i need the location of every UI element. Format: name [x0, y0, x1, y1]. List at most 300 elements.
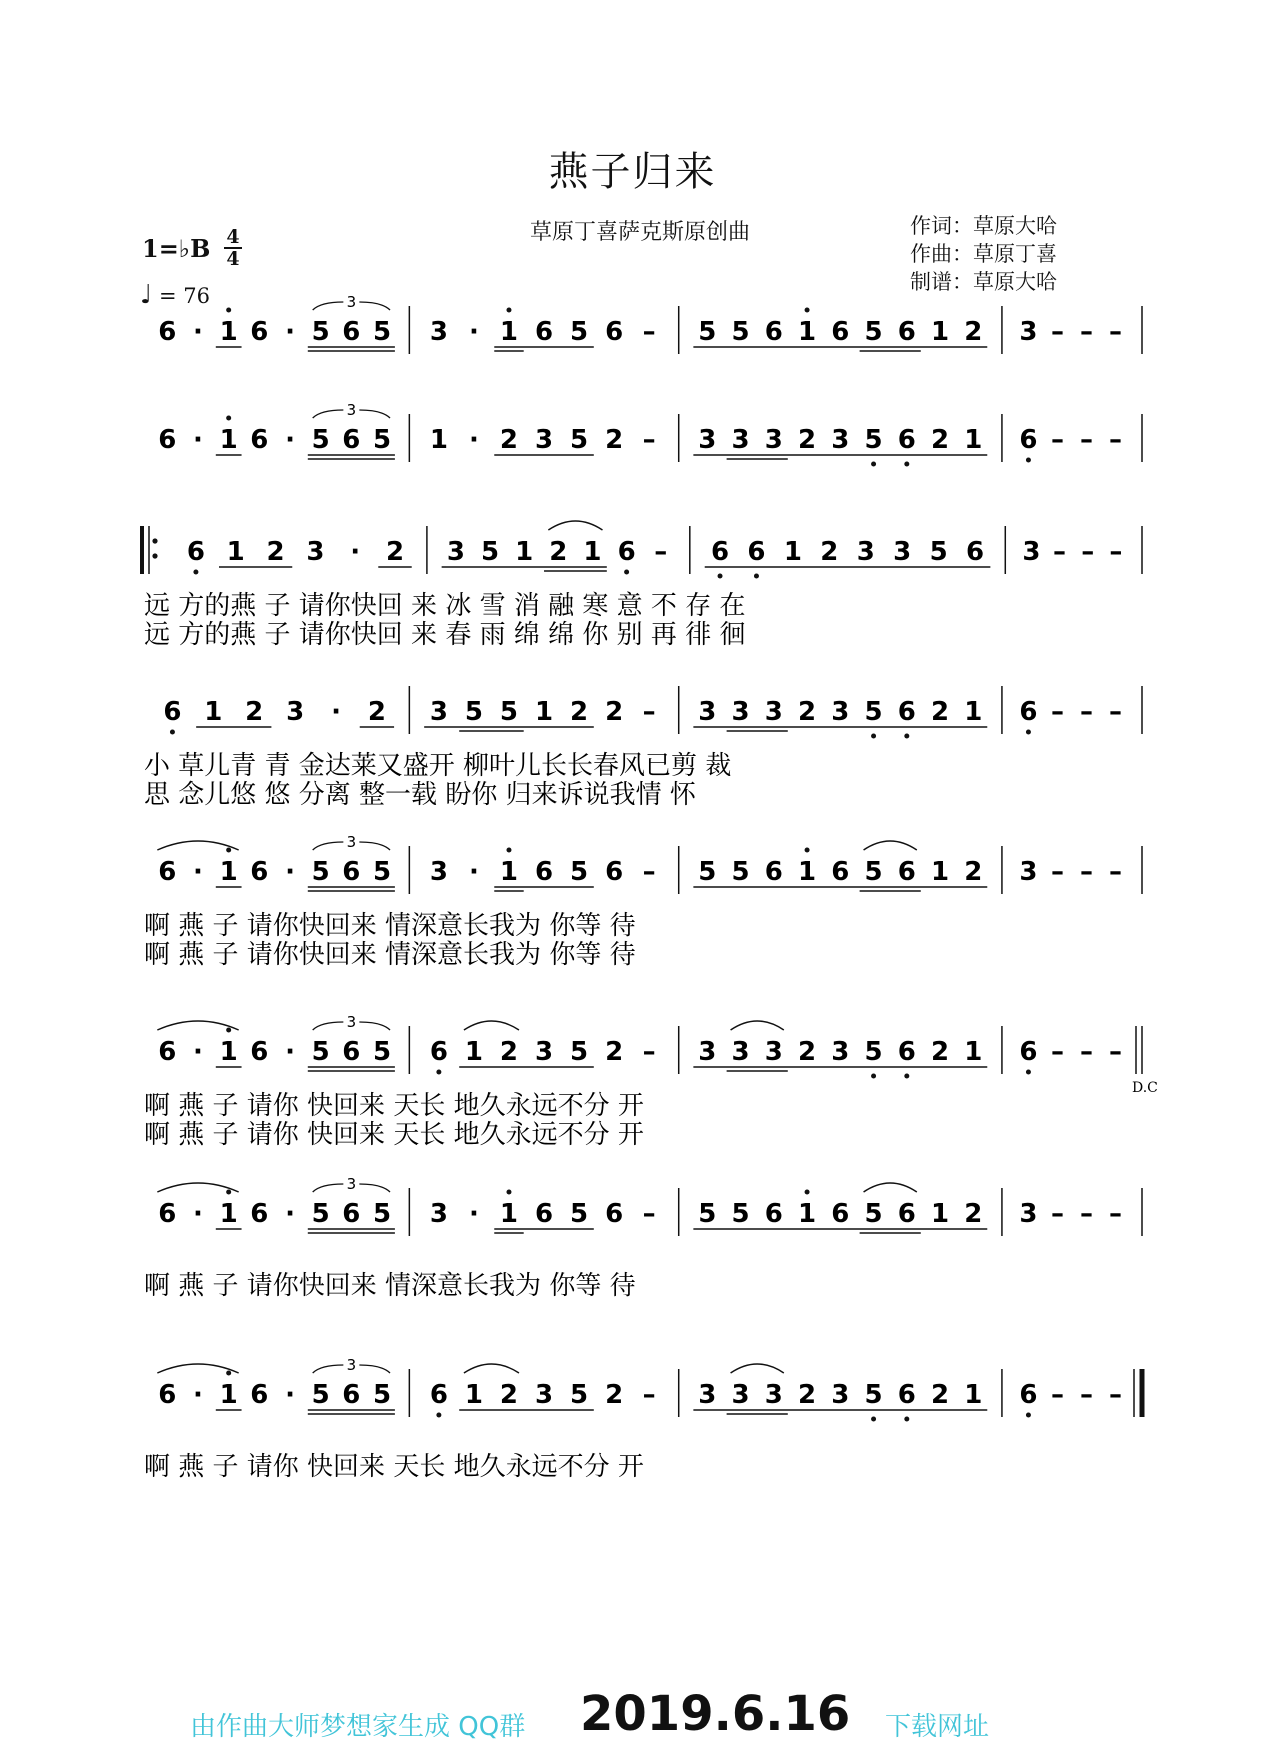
triplet-number: 3: [346, 401, 357, 419]
high-octave-dot: [226, 1028, 231, 1033]
note: 1: [931, 317, 950, 347]
note: 3: [764, 697, 783, 727]
note: ·: [285, 317, 295, 347]
footer-left-text: 由作曲大师梦想家生成 QQ群: [190, 1712, 526, 1742]
lyric-line: 远 方的燕 子 请你快回 来 冰 雪 消 融 寒 意 不 存 在: [144, 591, 746, 621]
high-octave-dot: [805, 848, 810, 853]
note: 3: [893, 537, 912, 567]
note: 6: [429, 1380, 448, 1410]
lyric-line: 思 念儿悠 悠 分离 整一载 盼你 归来诉说我情 怀: [144, 780, 696, 810]
triplet-bracket: [359, 1022, 390, 1030]
note: 6: [966, 537, 985, 567]
triplet-number: 3: [346, 293, 357, 311]
note: –: [642, 1380, 656, 1410]
note: 2: [385, 537, 405, 567]
note: 6: [897, 425, 916, 455]
note: 6: [429, 1037, 448, 1067]
note: –: [1050, 317, 1064, 347]
footer-right-text: 下载网址: [885, 1712, 990, 1742]
note: 5: [311, 1380, 330, 1410]
note: 5: [311, 1037, 330, 1067]
note: 1: [219, 857, 238, 887]
note: 1: [964, 425, 983, 455]
note: 1: [583, 537, 602, 567]
slur-arc: [464, 1364, 519, 1373]
note: –: [642, 425, 656, 455]
note: 1: [798, 1199, 817, 1229]
note: 5: [864, 425, 883, 455]
note: 1: [219, 1037, 238, 1067]
note: 3: [1019, 317, 1038, 347]
note: 3: [764, 1037, 783, 1067]
note: 3: [698, 697, 717, 727]
note: 6: [897, 1380, 916, 1410]
note: 6: [250, 1199, 269, 1229]
note: 3: [1019, 857, 1038, 887]
note: 6: [158, 1199, 177, 1229]
low-octave-dot: [436, 1070, 441, 1075]
note: 6: [831, 317, 850, 347]
time-signature-top: 4: [226, 226, 240, 248]
note: 3: [698, 425, 717, 455]
key-signature: 1=♭B: [142, 234, 211, 263]
note: 5: [311, 425, 330, 455]
quarter-note-icon: ♩: [140, 280, 153, 310]
low-octave-dot: [904, 462, 909, 467]
song-title: 燕子归来: [548, 149, 717, 195]
note: 6: [617, 537, 636, 567]
note: ·: [468, 1199, 479, 1229]
note: 6: [1019, 697, 1038, 727]
note: 2: [549, 537, 568, 567]
note: 6: [1019, 1380, 1038, 1410]
note: 5: [570, 317, 589, 347]
footer-date: 2019.6.16: [580, 1686, 851, 1742]
note: –: [1108, 1199, 1122, 1229]
note: –: [642, 1199, 656, 1229]
triplet-number: 3: [346, 1013, 357, 1031]
low-octave-dot: [904, 1417, 909, 1422]
note: 5: [570, 857, 589, 887]
triplet-bracket: [313, 1184, 344, 1192]
note: 5: [698, 1199, 717, 1229]
high-octave-dot: [506, 848, 511, 853]
lyric-line: 啊 燕 子 请你 快回来 天长 地久永远不分 开: [144, 1091, 644, 1121]
note: 2: [931, 425, 950, 455]
note: ·: [285, 1380, 295, 1410]
note: –: [1079, 1199, 1093, 1229]
note: 2: [605, 1037, 624, 1067]
note: 1: [964, 697, 983, 727]
note: 1: [964, 1037, 983, 1067]
tempo-value: = 76: [158, 284, 210, 308]
note: 6: [250, 317, 269, 347]
note: 6: [897, 1199, 916, 1229]
note: 6: [764, 1199, 783, 1229]
note: –: [1053, 537, 1067, 567]
note: 5: [372, 425, 392, 455]
note: 6: [250, 857, 269, 887]
note: 6: [897, 697, 916, 727]
note: 5: [864, 1380, 883, 1410]
note: ·: [285, 1199, 295, 1229]
note: –: [1050, 1380, 1064, 1410]
note: –: [1050, 1199, 1064, 1229]
note: 2: [499, 1037, 519, 1067]
note: 1: [964, 1380, 983, 1410]
note: –: [1108, 697, 1122, 727]
note: 5: [372, 1199, 392, 1229]
note: –: [642, 697, 656, 727]
note: –: [642, 317, 656, 347]
note: ·: [193, 425, 203, 455]
note: 3: [429, 857, 448, 887]
note: 3: [831, 425, 850, 455]
note: 3: [764, 425, 783, 455]
triplet-bracket: [359, 842, 390, 850]
note: 1: [429, 425, 448, 455]
note: 5: [464, 697, 483, 727]
low-octave-dot: [904, 734, 909, 739]
note: 2: [931, 1380, 950, 1410]
lyric-line: 啊 燕 子 请你快回来 情深意长我为 你等 待: [144, 940, 636, 970]
note: 5: [731, 317, 750, 347]
song-subtitle: 草原丁喜萨克斯原创曲: [529, 220, 750, 245]
note: 6: [605, 1199, 624, 1229]
high-octave-dot: [226, 848, 231, 853]
note: –: [642, 1037, 656, 1067]
note: –: [1108, 857, 1122, 887]
note: ·: [331, 697, 341, 727]
note: –: [1108, 1037, 1122, 1067]
note: 5: [570, 1037, 589, 1067]
note: 1: [499, 1199, 519, 1229]
note: 2: [820, 537, 839, 567]
note: ·: [468, 317, 479, 347]
lyric-line: 远 方的燕 子 请你快回 来 春 雨 绵 绵 你 别 再 徘 徊: [144, 620, 746, 650]
note: 5: [698, 317, 717, 347]
note: 6: [534, 1199, 554, 1229]
triplet-bracket: [359, 1365, 390, 1373]
note: 6: [764, 317, 783, 347]
note: 6: [897, 317, 916, 347]
note: 2: [964, 857, 983, 887]
note: 6: [250, 1380, 269, 1410]
note: 2: [245, 697, 264, 727]
triplet-bracket: [313, 410, 344, 418]
note: 2: [570, 697, 589, 727]
note: ·: [193, 1199, 203, 1229]
note: 6: [747, 537, 766, 567]
low-octave-dot: [1026, 1070, 1031, 1075]
note: 5: [311, 1199, 330, 1229]
note: 3: [831, 697, 850, 727]
triplet-number: 3: [346, 1356, 357, 1374]
note: 6: [158, 1037, 177, 1067]
high-octave-dot: [226, 1190, 231, 1195]
note: 3: [856, 537, 875, 567]
note: 3: [534, 1037, 554, 1067]
note: 2: [798, 1380, 817, 1410]
low-octave-dot: [904, 1074, 909, 1079]
note: 1: [219, 317, 238, 347]
note: –: [1079, 1037, 1093, 1067]
note: 6: [158, 857, 177, 887]
note: 6: [342, 317, 361, 347]
note: 1: [931, 857, 950, 887]
high-octave-dot: [226, 416, 231, 421]
low-octave-dot: [871, 462, 876, 467]
note: 3: [306, 537, 325, 567]
note: 6: [342, 1199, 361, 1229]
note: 1: [464, 1037, 483, 1067]
slur-arc: [157, 1183, 238, 1192]
note: –: [1050, 697, 1064, 727]
slur-arc: [464, 1021, 519, 1030]
note: –: [654, 537, 668, 567]
note: –: [1050, 425, 1064, 455]
watermark-footer: [150, 1638, 1270, 1742]
note: 1: [783, 537, 802, 567]
note: 5: [311, 857, 330, 887]
note: 3: [1022, 537, 1041, 567]
note: 3: [286, 697, 305, 727]
note: 6: [163, 697, 182, 727]
low-octave-dot: [871, 1074, 876, 1079]
note: 6: [897, 1037, 916, 1067]
note: 5: [731, 1199, 750, 1229]
note: 5: [864, 697, 883, 727]
lyric-line: 啊 燕 子 请你 快回来 天长 地久永远不分 开: [144, 1452, 644, 1482]
low-octave-dot: [170, 730, 175, 735]
note: 6: [158, 1380, 177, 1410]
note: 6: [897, 857, 916, 887]
note: 6: [605, 857, 624, 887]
note: 2: [931, 1037, 950, 1067]
note: 2: [964, 1199, 983, 1229]
note: 5: [372, 1037, 392, 1067]
repeat-dot: [152, 538, 157, 543]
note: 1: [204, 697, 223, 727]
low-octave-dot: [193, 570, 198, 575]
note: ·: [468, 857, 479, 887]
high-octave-dot: [805, 1190, 810, 1195]
note: 5: [864, 857, 883, 887]
note: ·: [468, 425, 479, 455]
note: 2: [605, 425, 624, 455]
note: 5: [731, 857, 750, 887]
triplet-number: 3: [346, 1175, 357, 1193]
note: ·: [193, 857, 203, 887]
note: 1: [499, 857, 519, 887]
note: 3: [534, 1380, 554, 1410]
note: ·: [285, 425, 295, 455]
note: 3: [831, 1037, 850, 1067]
time-signature-bottom: 4: [226, 248, 240, 270]
note: 5: [372, 317, 392, 347]
note: ·: [350, 537, 361, 567]
note: ·: [285, 857, 295, 887]
note: 3: [731, 1037, 750, 1067]
note: ·: [193, 1380, 203, 1410]
slur-arc: [157, 1364, 238, 1373]
note: 3: [429, 1199, 448, 1229]
slur-arc: [157, 841, 238, 850]
slur-arc: [864, 1183, 917, 1192]
note: –: [1079, 425, 1093, 455]
note: 5: [481, 537, 500, 567]
note: 5: [570, 425, 589, 455]
high-octave-dot: [226, 1371, 231, 1376]
note: –: [1109, 537, 1123, 567]
note: ·: [193, 1037, 203, 1067]
triplet-bracket: [313, 302, 344, 310]
triplet-bracket: [359, 302, 390, 310]
note: –: [1050, 857, 1064, 887]
note: 5: [570, 1380, 589, 1410]
slur-arc: [157, 1021, 238, 1030]
note: 1: [931, 1199, 950, 1229]
note: –: [1079, 317, 1093, 347]
note: 6: [186, 537, 205, 567]
note: 1: [219, 425, 238, 455]
dc-mark: D.C: [1132, 1080, 1158, 1096]
note: 6: [831, 857, 850, 887]
note: 6: [342, 1380, 361, 1410]
note: 1: [499, 317, 519, 347]
note: 5: [372, 857, 392, 887]
high-octave-dot: [506, 1190, 511, 1195]
low-octave-dot: [718, 574, 723, 579]
low-octave-dot: [1026, 730, 1031, 735]
note: 1: [534, 697, 554, 727]
note: 6: [831, 1199, 850, 1229]
note: ·: [193, 317, 203, 347]
note: 2: [964, 317, 983, 347]
note: 3: [831, 1380, 850, 1410]
triplet-number: 3: [346, 833, 357, 851]
note: 1: [798, 857, 817, 887]
note: 3: [698, 1380, 717, 1410]
note: 2: [367, 697, 386, 727]
note: 5: [864, 317, 883, 347]
note: –: [1108, 425, 1122, 455]
note: 3: [1019, 1199, 1038, 1229]
note: 6: [710, 537, 730, 567]
note: 5: [372, 1380, 392, 1410]
note: 6: [158, 425, 177, 455]
note: 5: [499, 697, 519, 727]
slur-arc: [731, 1364, 784, 1373]
note: –: [1108, 317, 1122, 347]
triplet-bracket: [313, 1365, 344, 1373]
note: 1: [798, 317, 817, 347]
composer-credit: 作曲：草原丁喜: [910, 242, 1057, 266]
note: 1: [226, 537, 245, 567]
note: 3: [764, 1380, 783, 1410]
note: 6: [534, 317, 554, 347]
note: 5: [698, 857, 717, 887]
note: 6: [342, 1037, 361, 1067]
note: 3: [534, 425, 554, 455]
high-octave-dot: [805, 308, 810, 313]
note: 3: [731, 425, 750, 455]
repeat-dot: [152, 553, 157, 558]
note: 1: [515, 537, 534, 567]
note: 6: [158, 317, 177, 347]
low-octave-dot: [871, 734, 876, 739]
low-octave-dot: [1026, 458, 1031, 463]
high-octave-dot: [226, 308, 231, 313]
note: 3: [698, 1037, 717, 1067]
note: 3: [429, 317, 448, 347]
note: 3: [731, 1380, 750, 1410]
note: 2: [798, 1037, 817, 1067]
triplet-bracket: [359, 1184, 390, 1192]
note: 2: [499, 1380, 519, 1410]
note: 2: [798, 425, 817, 455]
note: –: [642, 857, 656, 887]
note: –: [1079, 697, 1093, 727]
note: –: [1079, 857, 1093, 887]
slur-arc: [864, 841, 917, 850]
note: 5: [864, 1037, 883, 1067]
note: 6: [1019, 425, 1038, 455]
lyric-line: 啊 燕 子 请你 快回来 天长 地久永远不分 开: [144, 1120, 644, 1150]
low-octave-dot: [754, 574, 759, 579]
note: –: [1050, 1037, 1064, 1067]
note: 5: [311, 317, 330, 347]
slur-arc: [731, 1021, 784, 1030]
note: 2: [605, 697, 624, 727]
note: 5: [929, 537, 948, 567]
note: ·: [285, 1037, 295, 1067]
low-octave-dot: [871, 1417, 876, 1422]
lyric-line: 小 草儿青 青 金达莱又盛开 柳叶儿长长春风已剪 裁: [144, 751, 732, 781]
lyric-line: 啊 燕 子 请你快回来 情深意长我为 你等 待: [144, 911, 636, 941]
transcriber-credit: 制谱：草原大哈: [910, 270, 1057, 294]
note: –: [1079, 1380, 1093, 1410]
note: 6: [342, 857, 361, 887]
low-octave-dot: [1026, 1413, 1031, 1418]
note: 3: [731, 697, 750, 727]
high-octave-dot: [506, 308, 511, 313]
note: 6: [1019, 1037, 1038, 1067]
note: –: [1081, 537, 1095, 567]
lyricist-credit: 作词：草原大哈: [910, 214, 1057, 238]
note: 1: [219, 1199, 238, 1229]
triplet-bracket: [313, 1022, 344, 1030]
note: 3: [446, 537, 466, 567]
note: 2: [931, 697, 950, 727]
note: 6: [605, 317, 624, 347]
note: 2: [499, 425, 519, 455]
note: 2: [605, 1380, 624, 1410]
note: 5: [864, 1199, 883, 1229]
lyric-line: 啊 燕 子 请你快回来 情深意长我为 你等 待: [144, 1271, 636, 1301]
note: 2: [266, 537, 285, 567]
note: 6: [250, 425, 269, 455]
triplet-bracket: [359, 410, 390, 418]
low-octave-dot: [624, 570, 629, 575]
note: 5: [570, 1199, 589, 1229]
note: 1: [464, 1380, 483, 1410]
note: 1: [219, 1380, 238, 1410]
note: 3: [429, 697, 448, 727]
low-octave-dot: [436, 1413, 441, 1418]
note: 2: [798, 697, 817, 727]
note: 6: [534, 857, 554, 887]
